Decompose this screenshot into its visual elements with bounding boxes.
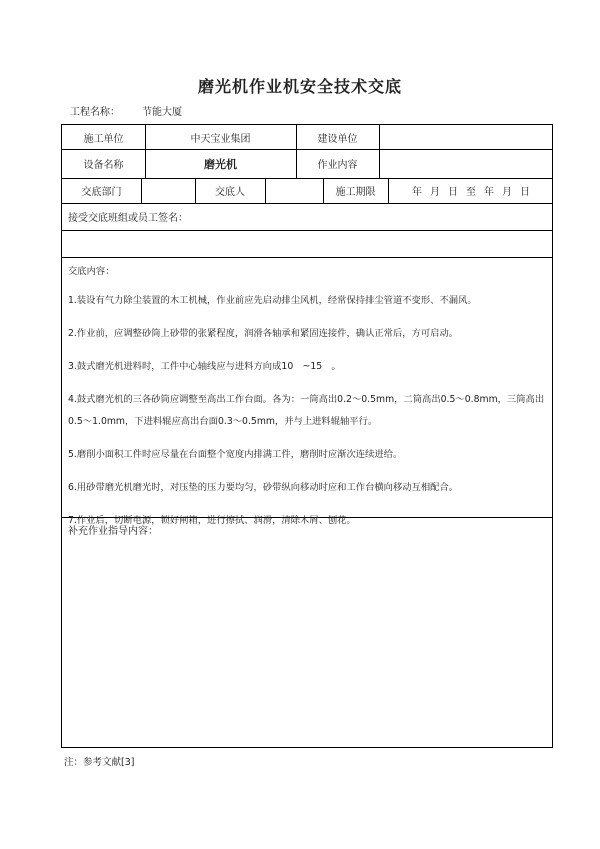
content-item: 1.装设有气力除尘装置的木工机械，作业前应先启动排尘风机，经常保持排尘管道不变形、不漏风。 bbox=[68, 295, 477, 306]
department-value bbox=[141, 178, 195, 203]
work-content-value bbox=[379, 149, 554, 178]
construction-unit-label: 施工单位 bbox=[83, 133, 124, 145]
date-part: 月 bbox=[430, 187, 440, 198]
supplement-label: 补充作业指导内容： bbox=[68, 525, 158, 537]
equipment-value: 磨光机 bbox=[204, 157, 237, 171]
date-label: 施工期限 bbox=[335, 187, 376, 198]
disclosure-content bbox=[68, 263, 546, 543]
content-item: 3.鼓式磨光机进料时，工件中心轴线应与进料方向成10 ~15 。 bbox=[68, 361, 341, 372]
date-part: 日 bbox=[448, 187, 458, 198]
content-item: 2.作业前，应调整砂筒上砂带的张紧程度，润滑各轴承和紧固连接件，确认正常后，方可启动。 bbox=[68, 328, 459, 339]
content-label: 交底内容： bbox=[68, 266, 115, 277]
date-part: 年 bbox=[412, 187, 422, 198]
date-part: 至 bbox=[466, 187, 476, 198]
document-title: 磨光机作业机安全技术交底 bbox=[197, 77, 402, 96]
date-part: 月 bbox=[502, 187, 512, 198]
signature-label: 接受交底班组或员工签名： bbox=[68, 213, 188, 224]
date-part: 日 bbox=[520, 187, 530, 198]
project-name bbox=[70, 103, 182, 118]
project-label: 工程名称： bbox=[70, 107, 120, 118]
content-item: 7.作业后，切断电源，锁好闸箱，进行擦拭、润滑，清除木屑、刨花。 bbox=[68, 515, 356, 526]
work-content-label: 作业内容 bbox=[317, 160, 358, 171]
department-label: 交底部门 bbox=[81, 187, 122, 198]
content-item: 4.鼓式磨光机的三各砂筒应调整至高出工作台面。各为：一筒高出0.2～0.5mm，二筒高出0.5～0.8mm，三筒高出0.5～1.0mm，下进料辊应高出台面0.3～0.5mm，并与上进料辊轴平行。 bbox=[68, 394, 545, 427]
build-unit-value bbox=[379, 125, 554, 149]
construction-unit-value: 中天宝业集团 bbox=[190, 133, 251, 145]
row-divider bbox=[62, 257, 552, 258]
row-divider bbox=[62, 230, 552, 231]
presenter-value bbox=[265, 178, 323, 203]
build-unit-label: 建设单位 bbox=[317, 133, 358, 145]
disclosure-table bbox=[61, 124, 553, 748]
date-part: 年 bbox=[484, 187, 494, 198]
equipment-label: 设备名称 bbox=[83, 160, 124, 171]
date-value bbox=[388, 178, 554, 203]
content-item: 5.磨削小面积工件时应尽量在台面整个宽度内排满工件，磨削时应渐次连续进给。 bbox=[68, 449, 403, 460]
footnote: 注：参考文献[3] bbox=[64, 757, 135, 768]
presenter-label: 交底人 bbox=[215, 187, 245, 198]
content-item: 6.用砂带磨光机磨光时，对压垫的压力要均匀，砂带纵向移动时应和工作台横向移动互相配合。 bbox=[68, 482, 459, 493]
project-value: 节能大厦 bbox=[142, 107, 182, 118]
